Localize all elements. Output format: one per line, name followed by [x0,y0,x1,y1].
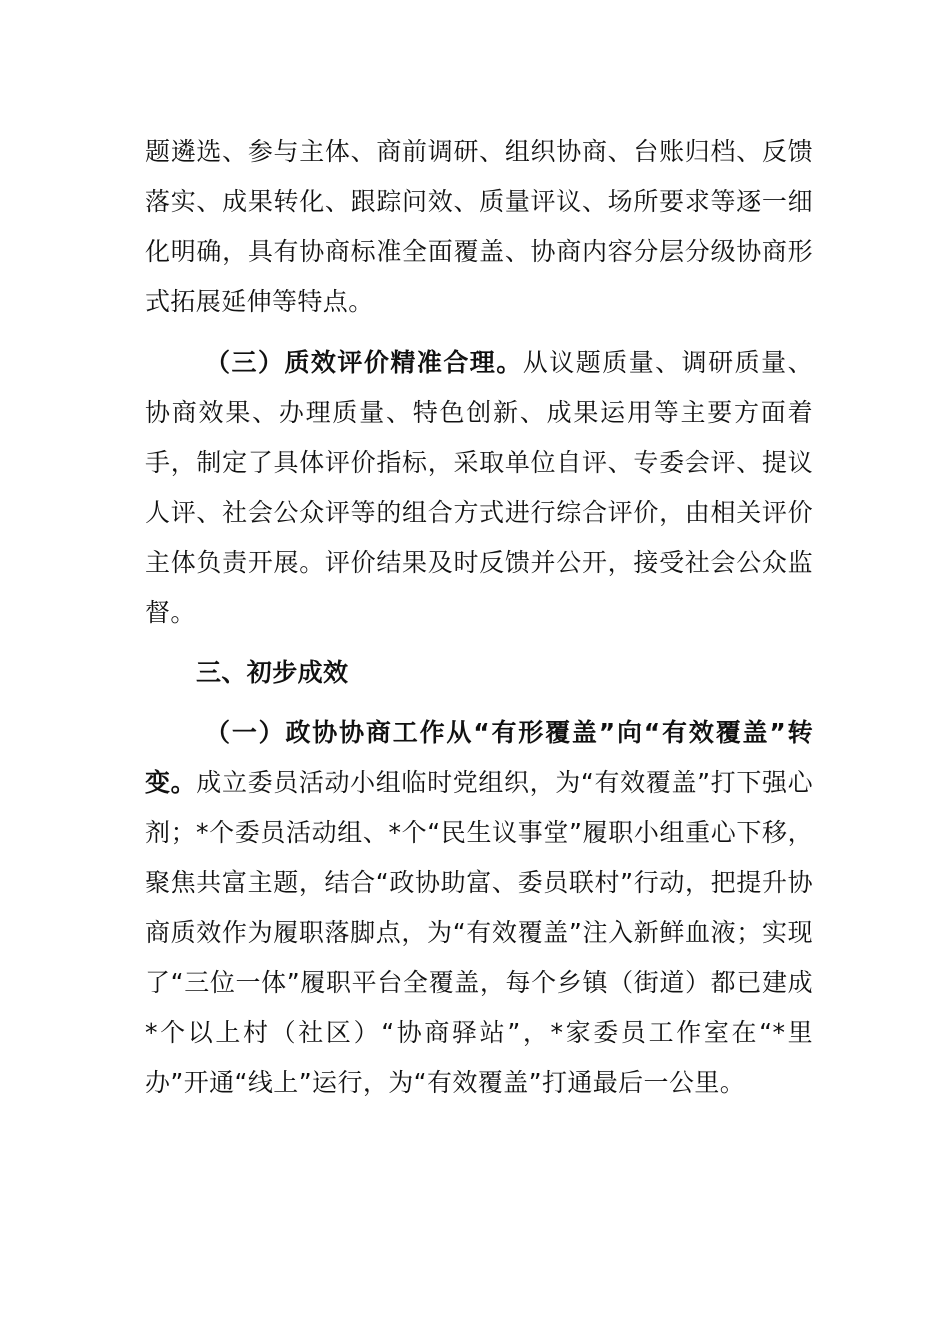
section-heading: 三、初步成效 [196,658,349,687]
paragraph-1-text: 题遴选、参与主体、商前调研、组织协商、台账归档、反馈落实、成果转化、跟踪问效、质量评议、场所要求等逐一细化明确，具有协商标准全面覆盖、协商内容分层分级协商形式拓展延伸等特点。 [145,137,813,316]
paragraph-2 [145,338,813,638]
paragraph-3-body: 成立委员活动小组临时党组织，为“有效覆盖”打下强心剂；*个委员活动组、*个“民生议事堂”履职小组重心下移，聚焦共富主题，结合“政协助富、委员联村”行动，把提升协商质效作为履职落脚点，为“有效覆盖”注入新鲜血液；实现了“三位一体”履职平台全覆盖，每个乡镇（街道）都已建成*个以上村（社区）“协商驿站”，*家委员工作室在“*里办”开通“线上”运行，为“有效覆盖”打通最后一公里。 [145,768,814,1097]
paragraph-3-lead: （一）政协协商工作从“有形覆盖”向“有效覆盖”转变。 [145,718,813,797]
paragraph-2-body: 从议题质量、调研质量、协商效果、办理质量、特色创新、成果运用等主要方面着手，制定了具体评价指标，采取单位自评、专委会评、提议人评、社会公众评等的组合方式进行综合评价，由相关评价主体负责开展。评价结果及时反馈并公开，接受社会公众监督。 [145,348,813,627]
paragraph-3 [145,708,813,1108]
paragraph-1 [145,127,813,327]
paragraph-2-lead: （三）质效评价精准合理。 [205,348,523,377]
